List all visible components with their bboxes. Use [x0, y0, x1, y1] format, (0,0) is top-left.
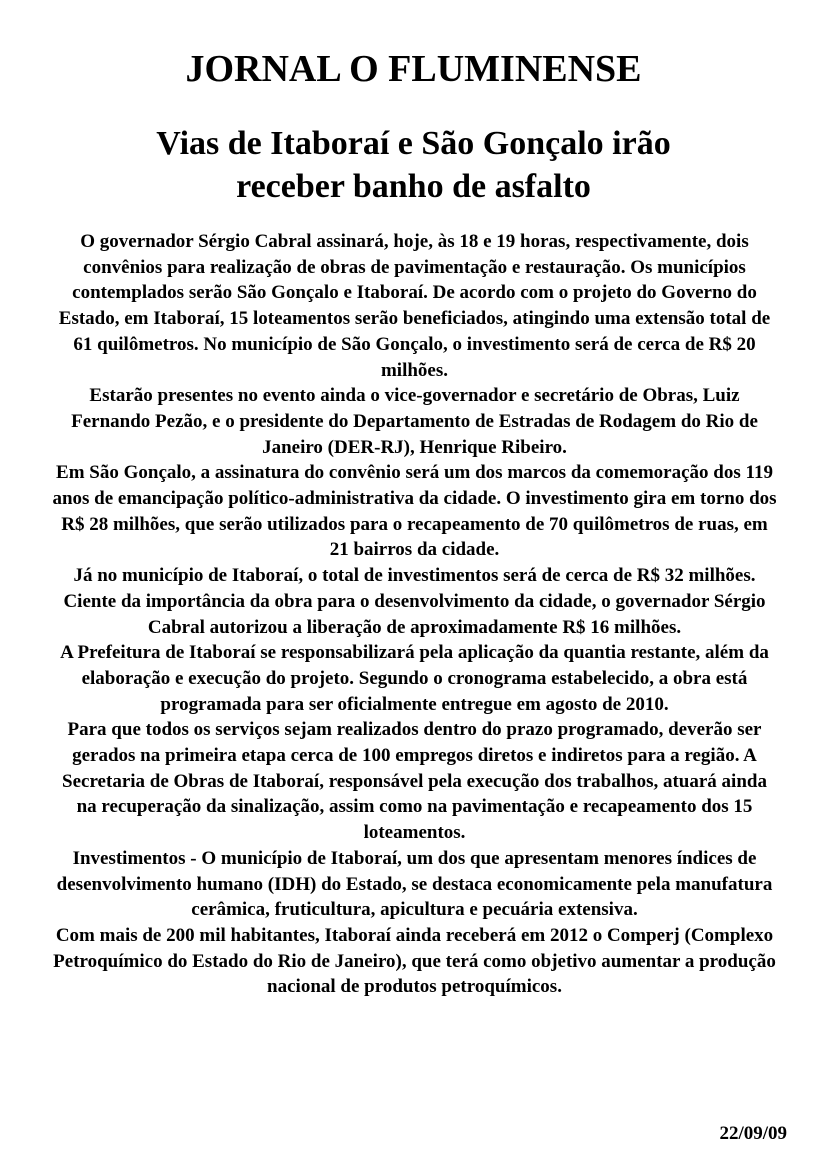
article-paragraph-7: Investimentos - O município de Itaboraí, um dos que apresentam menores índices de desenvolvimento humano (IDH) do Estado, se destaca economicamente pela manufatura cerâmica, fruticultura, apicultura e pecuária extensiva.	[56, 847, 773, 921]
article-paragraph-6: Para que todos os serviços sejam realizados dentro do prazo programado, deverão ser gerados na primeira etapa cerca de 100 empregos diretos e indiretos para a região. A Secretaria de Obras de Itaboraí, responsável pela execução dos trabalhos, atuará ainda na recuperação da sinalização, assim como na pavimentação e recapeamento dos 15 loteamentos.	[62, 719, 767, 844]
article-paragraph-2: Estarão presentes no evento ainda o vice-governador e secretário de Obras, Luiz Fernando Pezão, e o presidente do Departamento de Estradas de Rodagem do Rio de Janeiro (DER-RJ), Henrique Ribeiro.	[71, 385, 758, 458]
article-headline	[60, 122, 767, 208]
headline-line-1: Vias de Itaboraí e São Gonçalo irão	[156, 125, 671, 162]
article-paragraph-1: O governador Sérgio Cabral assinará, hoje, às 18 e 19 horas, respectivamente, dois convênios para realização de obras de pavimentação e restauração. Os municípios contemplados serão São Gonçalo e Itaboraí. De acordo com o projeto do Governo do Estado, em Itaboraí, 15 loteamentos serão beneficiados, atingindo uma extensão total de 61 quilômetros. No município de São Gonçalo, o investimento será de cerca de R$ 20 milhões.	[58, 231, 771, 381]
article-body	[52, 229, 777, 1000]
newspaper-name: JORNAL O FLUMINENSE	[185, 48, 642, 90]
publication-date: 22/09/09	[719, 1123, 787, 1144]
article-paragraph-3: Em São Gonçalo, a assinatura do convênio será um dos marcos da comemoração dos 119 anos de emancipação político-administrativa da cidade. O investimento gira em torno dos R$ 28 milhões, que serão utilizados para o recapeamento de 70 quilômetros de ruas, em 21 bairros da cidade.	[52, 462, 777, 561]
article-paragraph-5: A Prefeitura de Itaboraí se responsabilizará pela aplicação da quantia restante, além da elaboração e execução do projeto. Segundo o cronograma estabelecido, a obra está programada para ser oficialmente entregue em agosto de 2010.	[60, 642, 769, 715]
article-paragraph-4: Já no município de Itaboraí, o total de investimentos será de cerca de R$ 32 milhões. Ciente da importância da obra para o desenvolvimento da cidade, o governador Sérgio Cabral autorizou a liberação de aproximadamente R$ 16 milhões.	[63, 565, 766, 638]
article-paragraph-8: Com mais de 200 mil habitantes, Itaboraí ainda receberá em 2012 o Comperj (Complexo Petroquímico do Estado do Rio de Janeiro), que terá como objetivo aumentar a produção nacional de produtos petroquímicos.	[53, 924, 776, 998]
headline-line-2: receber banho de asfalto	[236, 168, 591, 205]
